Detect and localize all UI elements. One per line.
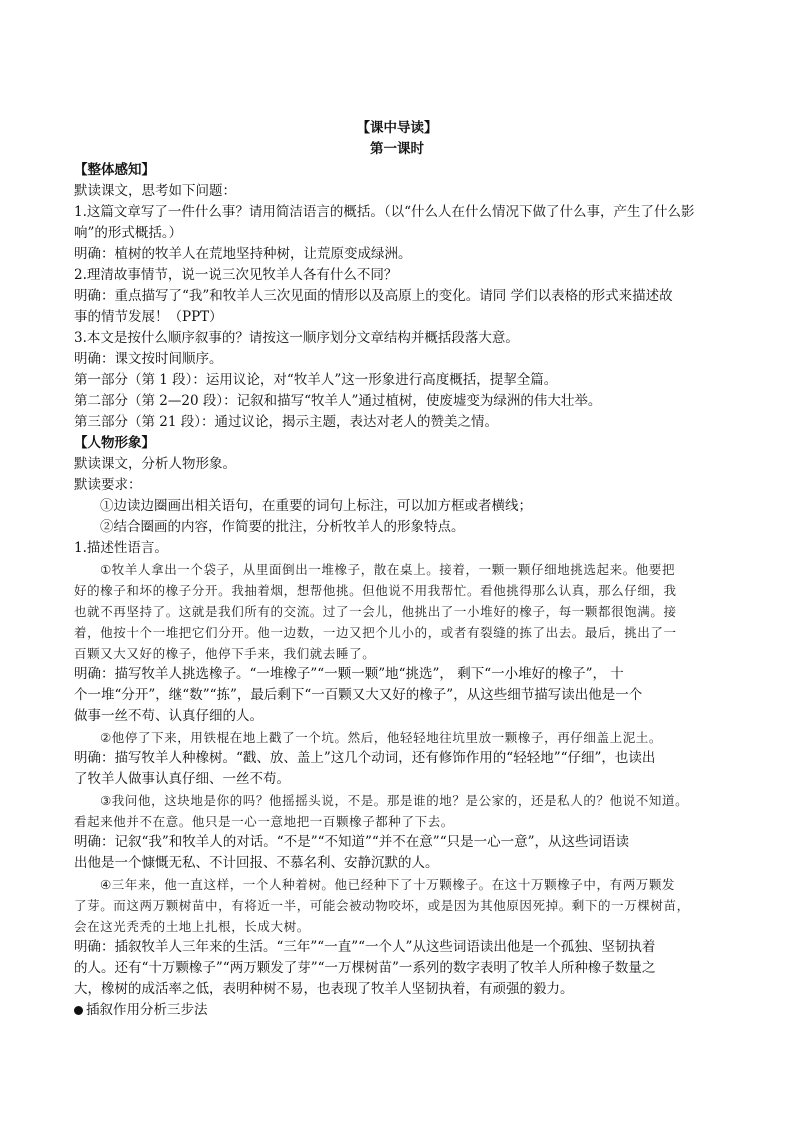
bullet-item [74,1000,724,1021]
lesson-title: 第一课时 [370,141,424,157]
text-line: 默读课文，分析人物形象。 [74,456,236,472]
quote-line: 会在这光秃秃的土地上扎根，长成大树。 [74,919,310,934]
answer-line: 做事一丝不苟、认真仔细的人。 [74,708,263,724]
quote-line: 好的橡子和坏的橡子分开。我抽着烟，想帮他挑。但他说不用我帮忙。看他挑得那么认真，那么仔细，我 [74,583,677,598]
text-line: 事的情节发展！（PPT） [74,309,223,325]
answer-line: 出他是一个慷慨无私、不计回报、不慕名利、安静沉默的人。 [74,855,439,871]
text-line: 默读要求： [74,477,142,493]
requirement-1: ①边读边圈画出相关语句，在重要的词句上标注，可以加方框或者横线； [100,498,532,514]
bullet-icon [74,1006,83,1015]
section-title: 【课中导读】 [356,120,438,136]
answer-line: 的人。还有“十万颗橡子”“两万颗发了芽”“一万棵树苗”一系列的数字表明了牧羊人所种橡子数量之 [74,960,656,976]
heading-overall-perception: 【整体感知】 [74,162,155,178]
answer-line: 明确：插叙牧羊人三年来的生活。“三年”“一直”“一个人”从这些词语读出他是一个孤独、坚韧执着 [74,939,656,955]
quote-line: ②他停了下来，用铁棍在地上戳了一个坑。然后，他轻轻地往坑里放一颗橡子，再仔细盖上泥土。 [100,730,663,745]
answer-line: 了牧羊人做事认真仔细、一丝不苟。 [74,771,290,787]
question-2: 2.理清故事情节，说一说三次见牧羊人各有什么不同？ [74,267,398,283]
quote-line: ①牧羊人拿出一个袋子，从里面倒出一堆橡子，散在桌上。接着，一颗一颗仔细地挑选起来。他要把 [100,562,676,577]
text-line: 响”的形式概括。） [74,225,183,241]
answer-line: 明确：重点描写了“我”和牧羊人三次见面的情形以及高原上的变化。请同 学们以表格的形式来描述故 [74,288,673,304]
requirement-2: ②结合圈画的内容，作简要的批注，分析牧羊人的形象特点。 [100,519,465,535]
quote-line: ④三年来，他一直这样，一个人种着树。他已经种下了十万颗橡子。在这十万颗橡子中，有两万颗发 [100,877,676,892]
answer-line: 明确：记叙“我”和牧羊人的对话。“不是”“不知道”“并不在意”“只是一心一意”，从这些词语读 [74,834,630,850]
quote-line: ③我问他，这块地是你的吗？他摇摇头说，不是。那是谁的地？是公家的，还是私人的？他说不知道。 [100,793,689,808]
text-line: 默读课文，思考如下问题： [74,183,236,199]
part-2-line: 第二部分（第 2—20 段）：记叙和描写“牧羊人”通过植树，使废墟变为绿洲的伟大壮举。 [74,393,602,409]
quote-line: 了芽。而这两万颗树苗中，有将近一半，可能会被动物咬坏，或是因为其他原因死掉。剩下的一万棵树苗， [74,898,690,913]
question-1: 1.这篇文章写了一件什么事？请用简洁语言的概括。（以“什么人在什么情况下做了什么事，产生了什么影 [74,204,695,220]
answer-line: 明确：课文按时间顺序。 [74,351,223,367]
quote-line: 也就不再坚持了。这就是我们所有的交流。过了一会儿，他挑出了一小堆好的橡子，每一颗都很饱满。接 [74,604,677,619]
answer-line: 明确：描写牧羊人挑选橡子。“一堆橡子”“一颗一颗”地“挑选”， 剩下“一小堆好的橡子”， 十 [74,666,624,682]
answer-line: 明确：描写牧羊人种橡树。“戳、放、盖上”这几个动词，还有修饰作用的“轻轻地”“仔细”，也读出 [74,750,656,766]
answer-line: 明确：植树的牧羊人在荒地坚持种树，让荒原变成绿洲。 [74,246,412,262]
quote-line: 着，他按十个一堆把它们分开。他一边数，一边又把个儿小的，或者有裂缝的拣了出去。最后，挑出了一 [74,625,677,640]
answer-line: 大，橡树的成活率之低，表明种树不易，也表现了牧羊人坚韧执着，有顽强的毅力。 [74,981,574,997]
question-3: 3.本文是按什么顺序叙事的？请按这一顺序划分文章结构并概括段落大意。 [74,330,519,346]
quote-line: 百颗又大又好的橡子，他停下手来，我们就去睡了。 [74,646,376,661]
part-3-line: 第三部分（第 21 段）：通过议论，揭示主题，表达对老人的赞美之情。 [74,414,499,430]
answer-line: 个一堆“分开”，继“数”“拣”，最后剩下“一百颗又大又好的橡子”，从这些细节描写读出他是一个 [74,687,643,703]
subheading-descriptive-language: 1.描述性语言。 [74,540,168,556]
heading-character-image: 【人物形象】 [74,435,155,451]
part-1-line: 第一部分（第 1 段）：运用议论，对“牧羊人”这一形象进行高度概括，提挈全篇。 [74,372,558,388]
quote-line: 看起来他并不在意。他只是一心一意地把一百颗橡子都种了下去。 [74,814,454,829]
bullet-text: 插叙作用分析三步法 [86,1002,208,1018]
